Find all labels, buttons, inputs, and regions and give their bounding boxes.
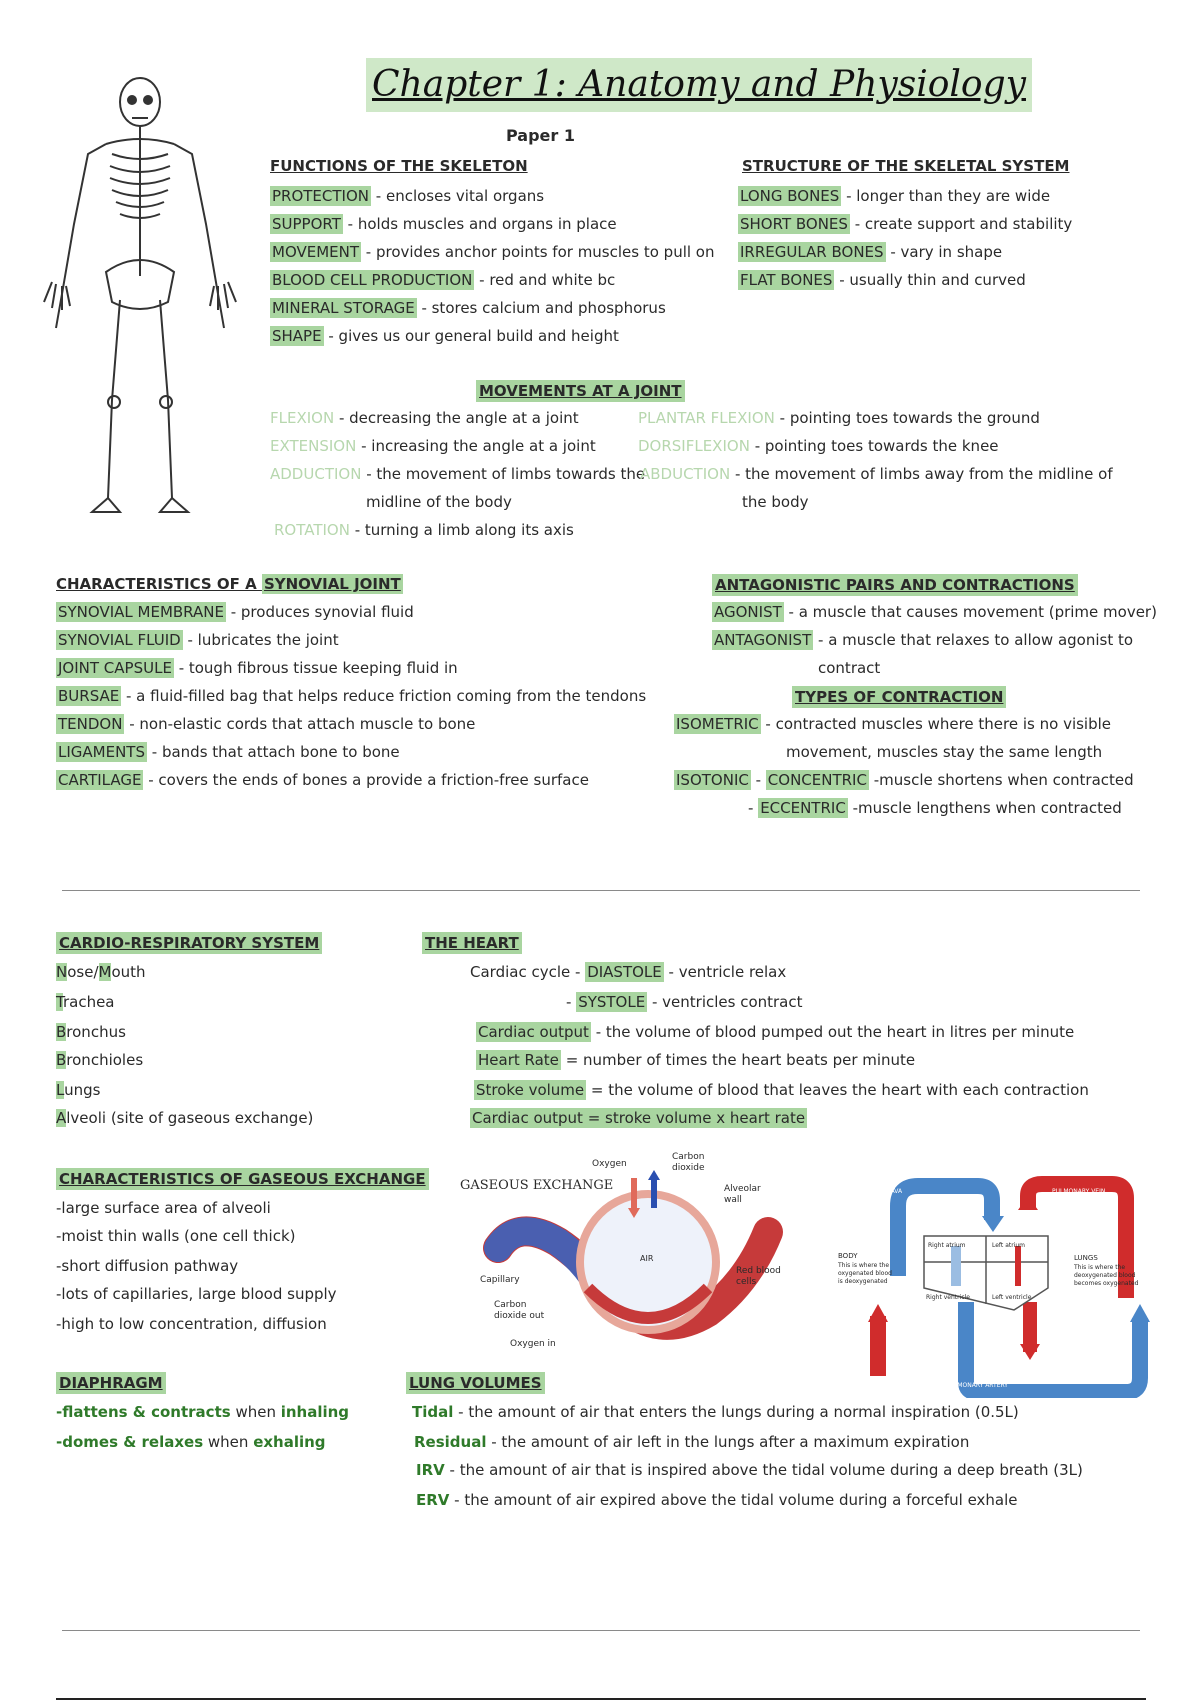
list-item: ERV - the amount of air expired above the tidal volume during a forceful exhale (416, 1491, 1018, 1509)
isometric-item: ISOMETRIC - contracted muscles where there is no visible (676, 715, 1112, 733)
label-air: AIR (640, 1254, 654, 1263)
antagonist-item: ANTAGONIST - a muscle that relaxes to allow agonist to (714, 631, 1134, 649)
cardiac-output-formula: Cardiac output = stroke volume x heart rate (472, 1109, 806, 1127)
list-item: -moist thin walls (one cell thick) (56, 1227, 296, 1245)
label-red-blood-cells: Red blood cells (736, 1266, 781, 1287)
list-item: Lungs (56, 1081, 101, 1099)
cardio-heading: CARDIO-RESPIRATORY SYSTEM (56, 932, 322, 954)
label-pulmonary-vein: PULMONARY VEIN (1052, 1188, 1106, 1195)
list-item: Trachea (56, 993, 115, 1011)
list-item: SHAPE - gives us our general build and height (272, 327, 619, 345)
list-item: BURSAE - a fluid-filled bag that helps reduce friction coming from the tendons (58, 687, 647, 705)
list-item: MOVEMENT - provides anchor points for muscles to pull on (272, 243, 715, 261)
diaphragm-heading: DIAPHRAGM (56, 1372, 166, 1394)
list-item: FLAT BONES - usually thin and curved (740, 271, 1026, 289)
label-vena-cava: VENA CAVA (868, 1188, 903, 1195)
body-note: This is where the oxygenated blood is deoxygenated (838, 1262, 892, 1285)
isometric-continuation: movement, muscles stay the same length (786, 743, 1103, 761)
label-carbon-dioxide-out: Carbon dioxide out (494, 1300, 545, 1321)
list-item: Tidal - the amount of air that enters the lungs during a normal inspiration (0.5L) (412, 1403, 1019, 1421)
heart-heading: THE HEART (422, 932, 522, 954)
list-item: -large surface area of alveoli (56, 1199, 271, 1217)
label-body: BODY (838, 1252, 858, 1260)
list-item: Nose/Mouth (56, 963, 146, 981)
list-item: -lots of capillaries, large blood supply (56, 1285, 337, 1303)
label-carbon-dioxide: Carbon dioxide (672, 1152, 705, 1173)
label-left-ventricle: Left ventricle (992, 1294, 1032, 1301)
page-title: Chapter 1: Anatomy and Physiology (366, 58, 1032, 112)
list-item: SYNOVIAL MEMBRANE - produces synovial fluid (58, 603, 414, 621)
list-item: MINERAL STORAGE - stores calcium and phosphorus (272, 299, 666, 317)
list-item: CARTILAGE - covers the ends of bones a provide a friction-free surface (58, 771, 589, 789)
list-item: -high to low concentration, diffusion (56, 1315, 327, 1333)
double-circulation-diagram (838, 1176, 1158, 1398)
cardiac-cycle-systole: - SYSTOLE - ventricles contract (566, 993, 803, 1011)
cardiac-output-definition: Cardiac output - the volume of blood pumped out the heart in litres per minute (478, 1023, 1075, 1041)
section-divider (62, 890, 1140, 891)
structure-heading: STRUCTURE OF THE SKELETAL SYSTEM (742, 157, 1070, 175)
list-item: IRREGULAR BONES - vary in shape (740, 243, 1003, 261)
lung-volumes-heading: LUNG VOLUMES (406, 1372, 545, 1394)
cardiac-cycle-diastole: Cardiac cycle - DIASTOLE - ventricle relax (470, 963, 787, 981)
list-item: LIGAMENTS - bands that attach bone to bone (58, 743, 400, 761)
eccentric-item: - ECCENTRIC -muscle lengthens when contracted (748, 799, 1122, 817)
label-lungs: LUNGS (1074, 1254, 1098, 1262)
list-item: TENDON - non-elastic cords that attach muscle to bone (58, 715, 476, 733)
label-aorta: AORTA (872, 1382, 892, 1389)
skeleton-illustration (28, 72, 258, 542)
label-left-atrium: Left atrium (992, 1242, 1026, 1249)
section-divider (62, 1630, 1140, 1631)
label-oxygen-in: Oxygen in (510, 1339, 556, 1349)
agonist-item: AGONIST - a muscle that causes movement (prime mover) (714, 603, 1157, 621)
stroke-volume-definition: Stroke volume = the volume of blood that leaves the heart with each contraction (476, 1081, 1089, 1099)
list-item: SUPPORT - holds muscles and organs in place (272, 215, 617, 233)
list-item: ABDUCTION - the movement of limbs away from the midline of (640, 465, 1113, 483)
label-right-ventricle: Right ventricle (926, 1294, 970, 1301)
diagram-title: GASEOUS EXCHANGE (460, 1178, 614, 1193)
list-item: ROTATION - turning a limb along its axis (274, 521, 574, 539)
list-item: -short diffusion pathway (56, 1257, 239, 1275)
label-alveolar-wall: Alveolar wall (724, 1184, 761, 1205)
list-item: JOINT CAPSULE - tough fibrous tissue keeping fluid in (58, 659, 458, 677)
label-oxygen: Oxygen (592, 1159, 627, 1169)
gaseous-heading: CHARACTERISTICS OF GASEOUS EXCHANGE (56, 1168, 429, 1190)
functions-heading: FUNCTIONS OF THE SKELETON (270, 157, 528, 175)
antagonistic-heading: ANTAGONISTIC PAIRS AND CONTRACTIONS (712, 574, 1078, 596)
list-item: PROTECTION - encloses vital organs (272, 187, 545, 205)
list-item: Alveoli (site of gaseous exchange) (56, 1109, 314, 1127)
list-item: DORSIFLEXION - pointing toes towards the knee (638, 437, 999, 455)
antagonist-continuation: contract (818, 659, 881, 677)
diaphragm-exhale: -domes & relaxes when exhaling (56, 1433, 326, 1451)
lungs-note: This is where the deoxygenated blood becomes oxygenated (1074, 1264, 1139, 1287)
list-item: Bronchioles (56, 1051, 144, 1069)
gaseous-exchange-diagram (458, 1148, 798, 1354)
page-subtitle: Paper 1 (506, 126, 575, 145)
heart-rate-definition: Heart Rate = number of times the heart beats per minute (478, 1051, 916, 1069)
label-capillary: Capillary (480, 1275, 520, 1285)
list-item: ADDUCTION - the movement of limbs towards the (270, 465, 646, 483)
synovial-heading: CHARACTERISTICS OF A SYNOVIAL JOINT (56, 575, 401, 593)
list-item: SYNOVIAL FLUID - lubricates the joint (58, 631, 339, 649)
diaphragm-inhale: -flattens & contracts when inhaling (56, 1403, 350, 1421)
movements-heading: MOVEMENTS AT A JOINT (476, 380, 685, 402)
list-item: FLEXION - decreasing the angle at a joint (270, 409, 579, 427)
list-item-continuation: midline of the body (366, 493, 512, 511)
list-item: LONG BONES - longer than they are wide (740, 187, 1051, 205)
isotonic-item: ISOTONIC - CONCENTRIC -muscle shortens when contracted (676, 771, 1134, 789)
list-item: IRV - the amount of air that is inspired above the tidal volume during a deep breath (3L) (416, 1461, 1083, 1479)
list-item: Residual - the amount of air left in the lungs after a maximum expiration (414, 1433, 970, 1451)
list-item-continuation: the body (742, 493, 809, 511)
list-item: EXTENSION - increasing the angle at a joint (270, 437, 596, 455)
list-item: SHORT BONES - create support and stability (740, 215, 1073, 233)
list-item: PLANTAR FLEXION - pointing toes towards the ground (638, 409, 1040, 427)
label-right-atrium: Right atrium (928, 1242, 966, 1249)
list-item: Bronchus (56, 1023, 126, 1041)
list-item: BLOOD CELL PRODUCTION - red and white bc (272, 271, 616, 289)
label-pulmonary-artery: PULMONARY ARTERY (946, 1382, 1008, 1389)
contraction-types-heading: TYPES OF CONTRACTION (792, 686, 1006, 708)
